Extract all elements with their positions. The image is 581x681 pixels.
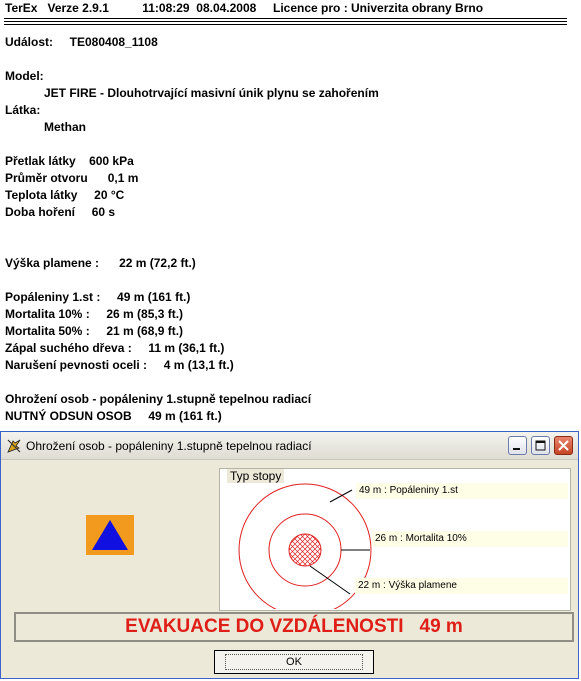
- diameter-label: Průměr otvoru: [5, 171, 88, 185]
- minimize-icon: [509, 437, 526, 454]
- evacuation-label: NUTNÝ ODSUN OSOB: [5, 409, 132, 423]
- app-version: Verze 2.9.1: [47, 1, 109, 15]
- app-name: TerEx: [5, 1, 38, 15]
- temperature-value: 20 °C: [94, 188, 125, 202]
- threat-dialog: [0, 431, 579, 679]
- substance-value: Methan: [44, 120, 86, 134]
- legend-mortality: 26 m : Mortalita 10%: [372, 531, 568, 547]
- event-value: TE080408_1108: [69, 35, 158, 49]
- mortality50-line: [5, 324, 183, 338]
- warning-signal: [86, 515, 134, 555]
- dialog-titlebar[interactable]: [1, 432, 578, 460]
- header-time: 11:08:29: [142, 1, 190, 15]
- warning-triangle-icon: [86, 515, 134, 555]
- separator-line: [4, 24, 567, 26]
- burns-label: Popáleniny 1.st :: [5, 290, 101, 304]
- event-line: [5, 35, 158, 49]
- zone-ring-inner: [289, 534, 321, 566]
- evacuation-value: 49 m (161 ft.): [148, 409, 222, 423]
- mortality10-label: Mortalita 10% :: [5, 307, 90, 321]
- separator-line: [4, 18, 567, 20]
- minimize-button[interactable]: [508, 436, 527, 455]
- steel-failure-label: Narušení pevnosti oceli :: [5, 358, 148, 372]
- ok-label: OK: [225, 654, 363, 670]
- burns-line: [5, 290, 190, 304]
- wood-ignition-line: [5, 341, 224, 355]
- dialog-title: Ohrožení osob - popáleniny 1.stupně tepelnou radiací: [26, 439, 312, 453]
- flame-height-value: 22 m (72,2 ft.): [119, 256, 196, 270]
- legend-burns: 49 m : Popáleniny 1.st: [356, 483, 568, 499]
- mortality50-value: 21 m (68,9 ft.): [106, 324, 184, 338]
- leader-line: [310, 566, 350, 594]
- maximize-button[interactable]: [531, 436, 550, 455]
- header-licence: Licence pro : Univerzita obrany Brno: [273, 1, 484, 15]
- pressure-line: [5, 154, 134, 168]
- flame-height-label: Výška plamene :: [5, 256, 100, 270]
- mortality10-line: [5, 307, 183, 321]
- close-icon: [555, 437, 572, 454]
- pressure-value: 600 kPa: [89, 154, 134, 168]
- event-label: Událost:: [5, 35, 53, 49]
- diameter-value: 0,1 m: [107, 171, 139, 185]
- close-button[interactable]: [554, 436, 573, 455]
- substance-label: Látka:: [5, 103, 41, 117]
- burn-time-value: 60 s: [91, 205, 116, 219]
- ok-button[interactable]: [214, 650, 374, 674]
- wood-ignition-value: 11 m (36,1 ft.): [148, 341, 225, 355]
- header-date: 08.04.2008: [196, 1, 257, 15]
- temperature-line: [5, 188, 124, 202]
- evacuation-line: [5, 409, 222, 423]
- burns-value: 49 m (161 ft.): [117, 290, 191, 304]
- temperature-label: Teplota látky: [5, 188, 78, 202]
- trace-type-title: Typ stopy: [227, 469, 284, 483]
- evacuation-banner: [14, 612, 574, 642]
- diameter-line: [5, 171, 138, 185]
- separator-line: [4, 21, 567, 23]
- threat-line: Ohrožení osob - popáleniny 1.stupně tepelnou radiací: [5, 392, 312, 406]
- app-icon: [6, 438, 22, 454]
- pressure-label: Přetlak látky: [5, 154, 76, 168]
- evacuation-text: EVAKUACE DO VZDÁLENOSTI: [125, 616, 404, 637]
- mortality50-label: Mortalita 50% :: [5, 324, 90, 338]
- flame-height-line: [5, 256, 196, 270]
- model-value: JET FIRE - Dlouhotrvající masivní únik plynu se zahořením: [44, 86, 379, 100]
- burn-time-label: Doba hoření: [5, 205, 76, 219]
- maximize-icon: [532, 437, 549, 454]
- burn-time-line: [5, 205, 115, 219]
- wood-ignition-label: Zápal suchého dřeva :: [5, 341, 132, 355]
- model-label: Model:: [5, 69, 44, 83]
- steel-failure-line: [5, 358, 234, 372]
- status-header: [5, 1, 483, 15]
- legend-flame-height: 22 m : Výška plamene: [355, 578, 568, 594]
- mortality10-value: 26 m (85,3 ft.): [106, 307, 184, 321]
- steel-failure-value: 4 m (13,1 ft.): [163, 358, 234, 372]
- evacuation-distance: 49 m: [419, 616, 463, 637]
